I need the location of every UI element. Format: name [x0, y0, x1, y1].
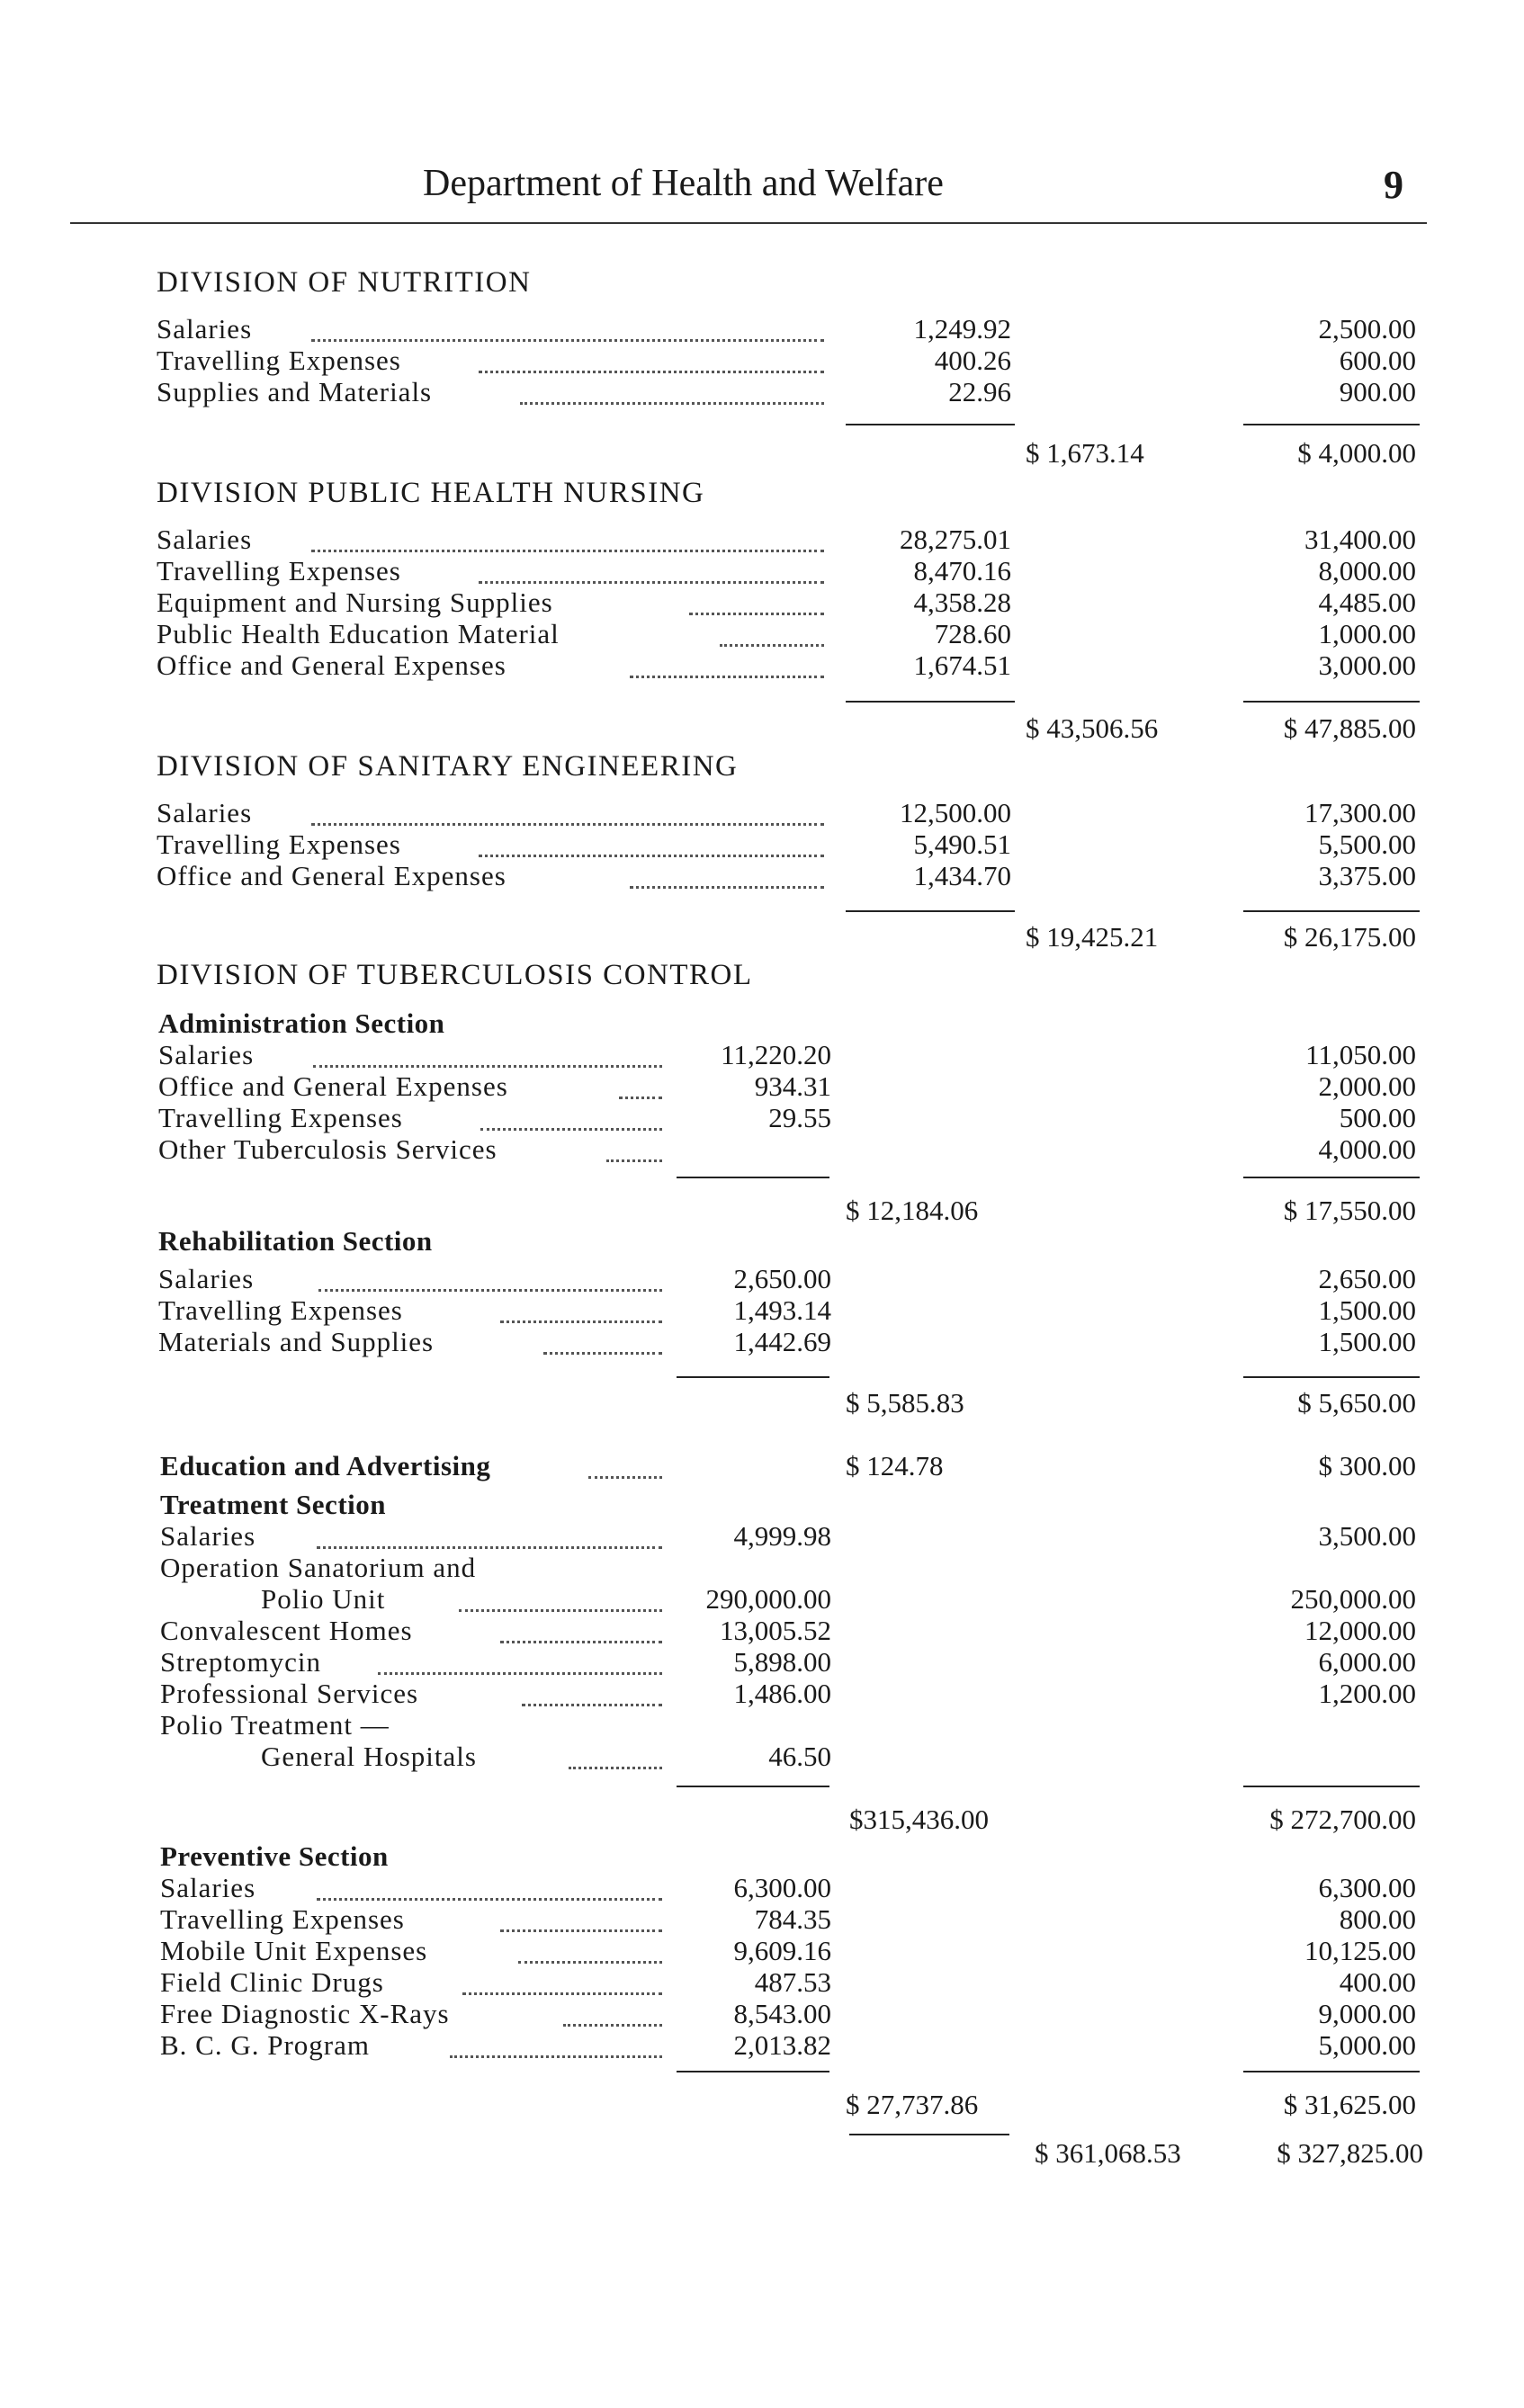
- division-total-estimate: $ 47,885.00: [1283, 712, 1416, 744]
- amount-actual: 1,442.69: [733, 1326, 831, 1357]
- line-item-label: Streptomycin: [160, 1646, 322, 1678]
- section-heading-rehabilitation: Rehabilitation Section: [158, 1225, 433, 1257]
- division-total-estimate: $ 4,000.00: [1297, 437, 1416, 469]
- amount-estimate: 4,000.00: [1318, 1133, 1416, 1165]
- line-item-label: Salaries: [158, 1263, 255, 1294]
- line-item-label: Salaries: [157, 524, 253, 555]
- amount-estimate: 900.00: [1339, 376, 1416, 407]
- amount-actual: 1,486.00: [733, 1678, 831, 1709]
- dot-leader: [378, 1672, 662, 1675]
- amount-estimate: 1,200.00: [1318, 1678, 1416, 1709]
- line-item-label: Travelling Expenses: [158, 1102, 403, 1133]
- amount-actual: 5,490.51: [913, 828, 1011, 860]
- dot-leader: [689, 613, 824, 615]
- dot-leader: [480, 1128, 662, 1131]
- dot-leader: [500, 1929, 662, 1932]
- amount-estimate: 1,500.00: [1318, 1326, 1416, 1357]
- amount-actual: 1,434.70: [913, 860, 1011, 891]
- division-heading-sanitary: DIVISION OF SANITARY ENGINEERING: [157, 750, 739, 783]
- amount-actual: 4,358.28: [913, 586, 1011, 618]
- amount-actual: 28,275.01: [900, 524, 1011, 555]
- subtotal-rule: [846, 910, 1015, 912]
- division-heading-tuberculosis: DIVISION OF TUBERCULOSIS CONTROL: [157, 959, 753, 991]
- section-total-actual: $315,436.00: [849, 1804, 989, 1835]
- line-item-label: Travelling Expenses: [157, 828, 401, 860]
- division-total-actual: $ 361,068.53: [1035, 2137, 1181, 2169]
- dot-leader: [520, 402, 824, 405]
- line-item-label: General Hospitals: [261, 1741, 477, 1772]
- dot-leader: [543, 1352, 662, 1355]
- header-rule: [70, 222, 1427, 224]
- line-item-label: Office and General Expenses: [157, 860, 507, 891]
- subtotal-rule: [1243, 701, 1420, 703]
- subtotal-rule: [846, 424, 1015, 425]
- section-total-estimate: $ 5,650.00: [1297, 1387, 1416, 1419]
- dot-leader: [459, 1609, 662, 1612]
- amount-actual: 5,898.00: [733, 1646, 831, 1678]
- line-item-label: Salaries: [157, 313, 253, 345]
- amount-estimate: 1,500.00: [1318, 1294, 1416, 1326]
- dot-leader: [563, 2024, 662, 2027]
- line-item-label: Travelling Expenses: [157, 555, 401, 586]
- dot-leader: [500, 1320, 662, 1323]
- amount-estimate: 8,000.00: [1318, 555, 1416, 586]
- dot-leader: [518, 1961, 662, 1964]
- amount-actual: 290,000.00: [705, 1583, 831, 1615]
- line-item-label: Other Tuberculosis Services: [158, 1133, 498, 1165]
- subtotal-rule: [849, 2134, 1009, 2135]
- education-advertising-label: Education and Advertising: [160, 1450, 491, 1482]
- amount-actual: 1,249.92: [913, 313, 1011, 345]
- section-total-estimate: $ 17,550.00: [1283, 1195, 1416, 1226]
- amount-actual: 6,300.00: [733, 1872, 831, 1903]
- division-heading-nursing: DIVISION PUBLIC HEALTH NURSING: [157, 477, 705, 509]
- page-header-title: Department of Health and Welfare: [423, 163, 944, 204]
- amount-actual: 4,999.98: [733, 1520, 831, 1552]
- dot-leader: [313, 1065, 662, 1068]
- dot-leader: [479, 581, 824, 584]
- subtotal-rule: [677, 2071, 829, 2072]
- dot-leader: [522, 1704, 662, 1706]
- amount-estimate: 2,650.00: [1318, 1263, 1416, 1294]
- subtotal-rule: [1243, 2071, 1420, 2072]
- division-total-actual: $ 19,425.21: [1026, 921, 1159, 953]
- amount-estimate: 12,000.00: [1304, 1615, 1416, 1646]
- division-total-estimate: $ 26,175.00: [1283, 921, 1416, 953]
- line-item-label: Professional Services: [160, 1678, 419, 1709]
- amount-actual: $ 124.78: [846, 1450, 944, 1482]
- division-total-actual: $ 43,506.56: [1026, 712, 1159, 744]
- amount-estimate: 600.00: [1339, 345, 1416, 376]
- amount-estimate: 800.00: [1339, 1903, 1416, 1935]
- division-total-actual: $ 1,673.14: [1026, 437, 1144, 469]
- amount-actual: 1,493.14: [733, 1294, 831, 1326]
- amount-actual: 400.26: [934, 345, 1011, 376]
- dot-leader: [720, 644, 824, 647]
- page-number: 9: [1384, 163, 1403, 207]
- amount-estimate: 11,050.00: [1305, 1039, 1416, 1070]
- dot-leader: [500, 1641, 662, 1643]
- dot-leader: [630, 886, 824, 889]
- dot-leader: [462, 1992, 662, 1995]
- subtotal-rule: [677, 1177, 829, 1178]
- dot-leader: [450, 2055, 662, 2058]
- line-item-label: Salaries: [157, 797, 253, 828]
- division-heading-nutrition: DIVISION OF NUTRITION: [157, 266, 532, 299]
- subtotal-rule: [677, 1376, 829, 1378]
- amount-estimate: 31,400.00: [1304, 524, 1416, 555]
- amount-actual: 934.31: [754, 1070, 831, 1102]
- subtotal-rule: [677, 1786, 829, 1787]
- section-total-actual: $ 5,585.83: [846, 1387, 964, 1419]
- amount-actual: 1,674.51: [913, 649, 1011, 681]
- line-item-label: Travelling Expenses: [157, 345, 401, 376]
- line-item-label: Supplies and Materials: [157, 376, 433, 407]
- amount-estimate: 6,000.00: [1318, 1646, 1416, 1678]
- dot-leader: [606, 1159, 662, 1162]
- amount-estimate: 6,300.00: [1318, 1872, 1416, 1903]
- dot-leader: [479, 371, 824, 373]
- line-item-label: Free Diagnostic X-Rays: [160, 1998, 450, 2029]
- subtotal-rule: [1243, 1786, 1420, 1787]
- subtotal-rule: [1243, 1177, 1420, 1178]
- section-total-actual: $ 27,737.86: [846, 2089, 979, 2120]
- line-item-label: Materials and Supplies: [158, 1326, 435, 1357]
- amount-actual: 728.60: [934, 618, 1011, 649]
- line-item-label: Travelling Expenses: [160, 1903, 405, 1935]
- line-item-label: Public Health Education Material: [157, 618, 560, 649]
- section-heading-treatment: Treatment Section: [160, 1489, 386, 1520]
- section-heading-preventive: Preventive Section: [160, 1840, 389, 1872]
- subtotal-rule: [1243, 1376, 1420, 1378]
- subtotal-rule: [1243, 910, 1420, 912]
- amount-estimate: 3,000.00: [1318, 649, 1416, 681]
- amount-actual: 9,609.16: [733, 1935, 831, 1966]
- amount-actual: 11,220.20: [721, 1039, 831, 1070]
- line-item-label: Operation Sanatorium and: [160, 1552, 477, 1583]
- amount-estimate: 3,500.00: [1318, 1520, 1416, 1552]
- line-item-label: Salaries: [160, 1872, 256, 1903]
- amount-estimate: 500.00: [1339, 1102, 1416, 1133]
- dot-leader: [311, 823, 824, 826]
- section-total-estimate: $ 272,700.00: [1269, 1804, 1416, 1835]
- line-item-label: Office and General Expenses: [157, 649, 507, 681]
- line-item-label: Salaries: [160, 1520, 256, 1552]
- amount-actual: 46.50: [768, 1741, 831, 1772]
- dot-leader: [317, 1898, 662, 1901]
- amount-actual: 8,470.16: [913, 555, 1011, 586]
- dot-leader: [630, 676, 824, 678]
- dot-leader: [311, 550, 824, 552]
- line-item-label: Polio Unit: [261, 1583, 386, 1615]
- dot-leader: [317, 1546, 662, 1549]
- amount-estimate: 4,485.00: [1318, 586, 1416, 618]
- amount-estimate: 250,000.00: [1290, 1583, 1416, 1615]
- amount-actual: 22.96: [948, 376, 1011, 407]
- dot-leader: [569, 1767, 662, 1769]
- section-total-estimate: $ 31,625.00: [1283, 2089, 1416, 2120]
- amount-actual: 784.35: [754, 1903, 831, 1935]
- amount-actual: 487.53: [754, 1966, 831, 1998]
- amount-estimate: 2,500.00: [1318, 313, 1416, 345]
- line-item-label: Equipment and Nursing Supplies: [157, 586, 553, 618]
- amount-actual: 13,005.52: [720, 1615, 831, 1646]
- amount-actual: 2,650.00: [733, 1263, 831, 1294]
- amount-actual: 8,543.00: [733, 1998, 831, 2029]
- subtotal-rule: [846, 701, 1015, 703]
- line-item-label: Polio Treatment —: [160, 1709, 390, 1741]
- line-item-label: Mobile Unit Expenses: [160, 1935, 428, 1966]
- dot-leader: [311, 339, 824, 342]
- amount-actual: 29.55: [768, 1102, 831, 1133]
- amount-estimate: 400.00: [1339, 1966, 1416, 1998]
- amount-estimate: 9,000.00: [1318, 1998, 1416, 2029]
- dot-leader: [588, 1476, 662, 1479]
- line-item-label: Travelling Expenses: [158, 1294, 403, 1326]
- line-item-label: B. C. G. Program: [160, 2029, 370, 2061]
- amount-estimate: 17,300.00: [1304, 797, 1416, 828]
- amount-actual: 2,013.82: [733, 2029, 831, 2061]
- line-item-label: Field Clinic Drugs: [160, 1966, 384, 1998]
- amount-actual: 12,500.00: [900, 797, 1011, 828]
- dot-leader: [318, 1289, 662, 1292]
- division-total-estimate: $ 327,825.00: [1277, 2137, 1423, 2169]
- amount-estimate: $ 300.00: [1318, 1450, 1416, 1482]
- line-item-label: Salaries: [158, 1039, 255, 1070]
- line-item-label: Office and General Expenses: [158, 1070, 508, 1102]
- amount-estimate: 2,000.00: [1318, 1070, 1416, 1102]
- line-item-label: Convalescent Homes: [160, 1615, 413, 1646]
- amount-estimate: 5,500.00: [1318, 828, 1416, 860]
- section-heading-administration: Administration Section: [158, 1007, 445, 1039]
- section-total-actual: $ 12,184.06: [846, 1195, 979, 1226]
- dot-leader: [619, 1097, 662, 1099]
- dot-leader: [479, 855, 824, 857]
- amount-estimate: 10,125.00: [1304, 1935, 1416, 1966]
- amount-estimate: 3,375.00: [1318, 860, 1416, 891]
- amount-estimate: 5,000.00: [1318, 2029, 1416, 2061]
- subtotal-rule: [1243, 424, 1420, 425]
- amount-estimate: 1,000.00: [1318, 618, 1416, 649]
